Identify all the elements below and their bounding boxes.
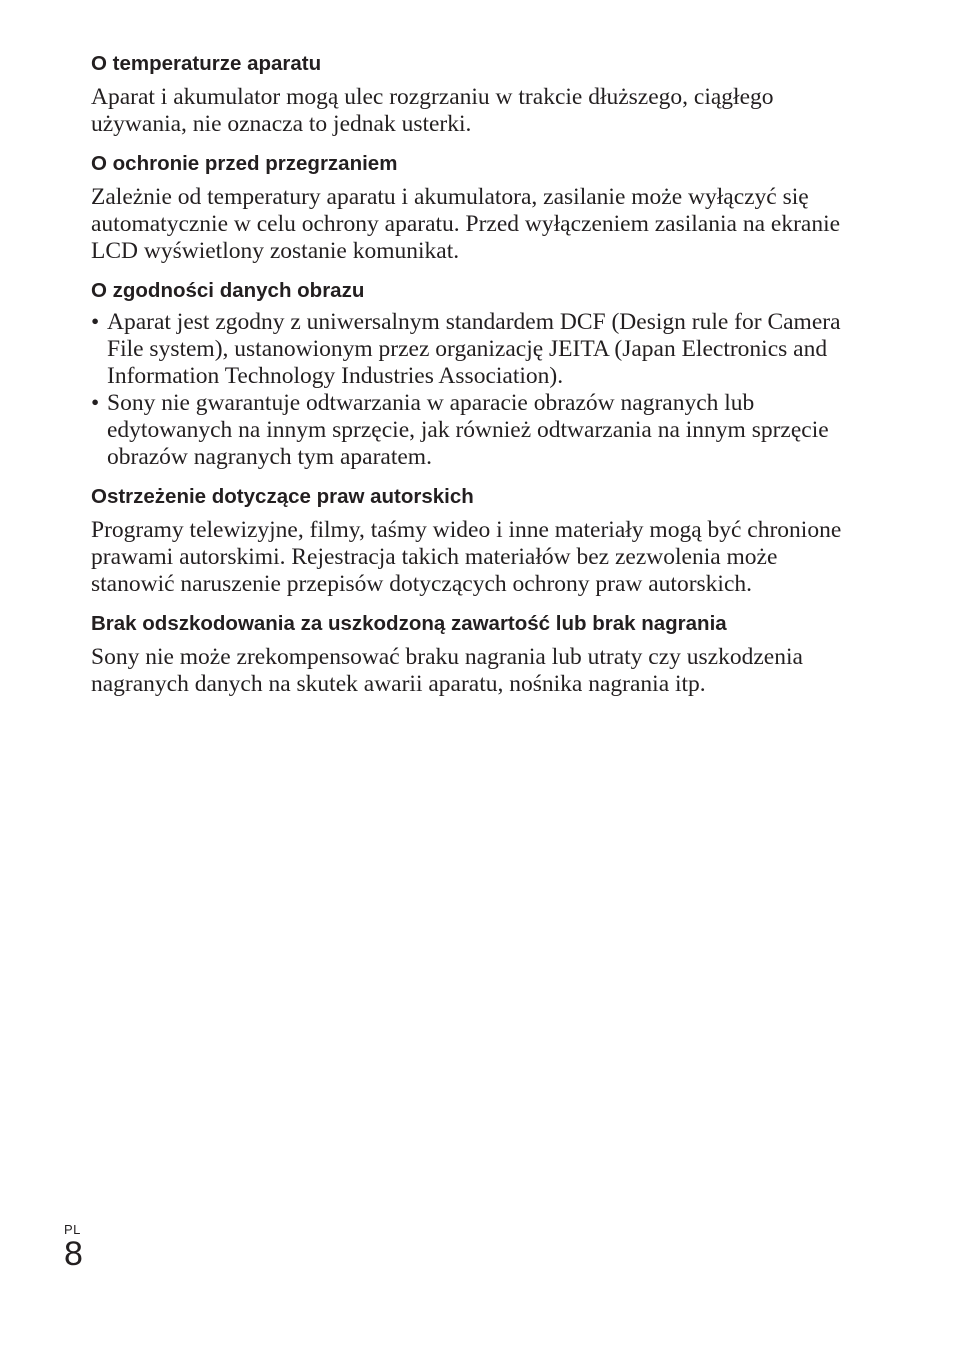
section-heading: Brak odszkodowania za uszkodzoną zawartość lub brak nagrania — [91, 612, 727, 635]
list-item — [91, 390, 851, 471]
section-heading: O ochronie przed przegrzaniem — [91, 152, 398, 175]
section-camera-temperature — [91, 50, 851, 138]
language-code: PL — [64, 1222, 81, 1237]
section-paragraph: Programy telewizyjne, filmy, taśmy wideo i inne materiały mogą być chronione prawami autorskimi. Rejestracja takich materiałów bez zezwolenia może stanowić naruszenie przepisów dotyczących ochrony praw autorskich. — [91, 517, 842, 597]
page-footer — [64, 1222, 83, 1272]
list-item-text: Aparat jest zgodny z uniwersalnym standardem DCF (Design rule for Camera File system), ustanowionym przez organizację JEITA (Japan Electronics and Information Technology Industries Association). — [107, 309, 841, 389]
page-number: 8 — [64, 1235, 83, 1273]
bullet-icon: • — [91, 390, 100, 416]
section-paragraph: Zależnie od temperatury aparatu i akumulatora, zasilanie może wyłączyć się automatycznie w celu ochrony aparatu. Przed wyłączeniem zasilania na ekranie LCD wyświetlony zostanie komunikat. — [91, 184, 841, 264]
list-item-text: Sony nie gwarantuje odtwarzania w aparacie obrazów nagranych lub edytowanych na innym sprzęcie, jak również odtwarzania na innym sprzęcie obrazów nagranych tym aparatem. — [107, 390, 829, 470]
section-paragraph: Sony nie może zrekompensować braku nagrania lub utraty czy uszkodzenia nagranych danych na skutek awarii aparatu, nośnika nagrania itp. — [91, 644, 803, 697]
section-heading: Ostrzeżenie dotyczące praw autorskich — [91, 485, 474, 508]
bullet-icon: • — [91, 309, 100, 335]
document-body — [91, 50, 851, 710]
section-image-data-compatibility — [91, 277, 851, 471]
section-heading: O temperaturze aparatu — [91, 52, 322, 75]
section-no-compensation — [91, 610, 851, 698]
list-item — [91, 309, 851, 390]
bullet-list — [91, 309, 851, 471]
section-copyright-warning — [91, 483, 851, 598]
section-heading: O zgodności danych obrazu — [91, 279, 365, 302]
section-paragraph: Aparat i akumulator mogą ulec rozgrzaniu w trakcie dłuższego, ciągłego używania, nie oznacza to jednak usterki. — [91, 84, 774, 137]
section-overheat-protection — [91, 150, 851, 265]
